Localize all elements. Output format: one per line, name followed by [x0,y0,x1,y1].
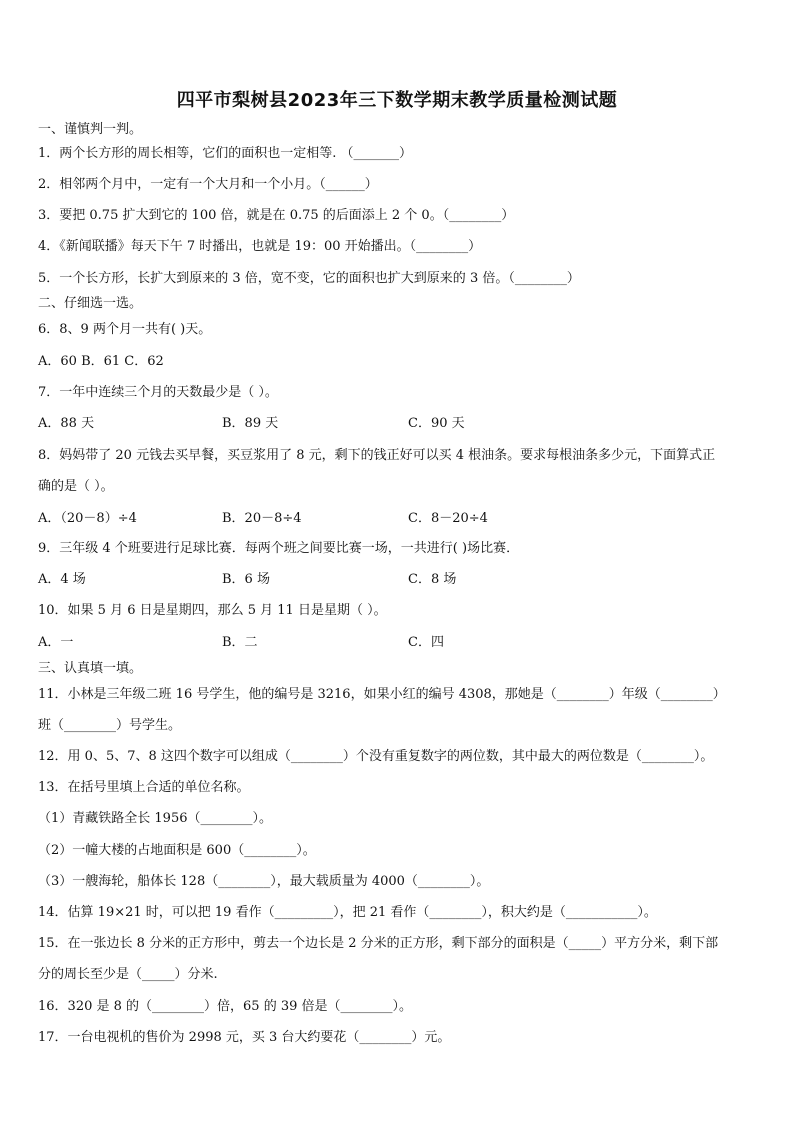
question-16: 16．320 是 8 的（________）倍，65 的 39 倍是（________）。 [38,999,413,1014]
question-10: 10．如果 5 月 6 日是星期四，那么 5 月 11 日是星期（ ）。 [38,603,387,618]
q8-option-b: B．20－8÷4 [222,511,302,526]
q9-option-a: A．4 场 [38,572,86,587]
question-6: 6．8、9 两个月一共有( )天。 [38,322,212,337]
question-13: 13．在括号里填上合适的单位名称。 [38,780,250,795]
question-13-3: （3）一艘海轮，船体长 128（________），最大载质量为 4000（________）。 [38,874,490,889]
question-13-1: （1）青藏铁路全长 1956（________）。 [38,811,272,826]
q10-option-c: C．四 [408,635,444,650]
question-3: 3．要把 0.75 扩大到它的 100 倍，就是在 0.75 的后面添上 2 个 0。（________） [38,208,515,223]
section-heading-1: 一、谨慎判一判。 [38,122,143,137]
question-13-2: （2）一幢大楼的占地面积是 600（________）。 [38,843,316,858]
question-1: 1．两个长方形的周长相等，它们的面积也一定相等. （_______） [38,146,413,161]
q9-option-b: B．6 场 [222,572,270,587]
question-11: 11．小林是三年级二班 16 号学生，他的编号是 3216，如果小红的编号 4308，那她是（________）年级（________） [38,687,726,702]
exam-title: 四平市梨树县2023年三下数学期末教学质量检测试题 [176,90,618,111]
section-heading-2: 二、仔细选一选。 [38,296,143,311]
question-8-cont: 确的是（ ）。 [38,479,114,494]
question-12: 12．用 0、5、7、8 这四个数字可以组成（________）个没有重复数字的两位数，其中最大的两位数是（________）。 [38,749,714,764]
question-11-cont: 班（________）号学生。 [38,718,182,733]
question-14: 14．估算 19×21 时，可以把 19 看作（_________），把 21 看作（________），积大约是（___________）。 [38,905,657,920]
question-7: 7．一年中连续三个月的天数最少是（ ）。 [38,385,278,400]
question-4: 4．《新闻联播》每天下午 7 时播出，也就是 19：00 开始播出。（________） [38,239,482,254]
q10-option-a: A．一 [38,635,74,650]
question-9: 9．三年级 4 个班要进行足球比赛．每两个班之间要比赛一场，一共进行( )场比赛． [38,541,520,556]
section-heading-3: 三、认真填一填。 [38,661,143,676]
question-17: 17．一台电视机的售价为 2998 元，买 3 台大约要花（________）元。 [38,1030,451,1045]
question-5: 5．一个长方形，长扩大到原来的 3 倍，宽不变，它的面积也扩大到原来的 3 倍。（________） [38,271,580,286]
q9-option-c: C．8 场 [408,572,457,587]
question-15-cont: 分的周长至少是（_____）分米. [38,967,218,982]
q7-option-a: A．88 天 [38,416,95,431]
q7-option-c: C．90 天 [408,416,465,431]
q10-option-b: B．二 [222,635,258,650]
q8-option-c: C．8－20÷4 [408,511,488,526]
question-15: 15．在一张边长 8 分米的正方形中，剪去一个边长是 2 分米的正方形，剩下部分的面积是（_____）平方分米，剩下部 [38,936,719,951]
q8-option-a: A．（20－8）÷4 [38,511,137,526]
question-6-options: A．60 B．61 C．62 [38,354,164,369]
question-8: 8．妈妈带了 20 元钱去买早餐，买豆浆用了 8 元，剩下的钱正好可以买 4 根油条。要求每根油条多少元，下面算式正 [38,448,716,463]
question-2: 2．相邻两个月中，一定有一个大月和一个小月。（______） [38,177,378,192]
q7-option-b: B．89 天 [222,416,279,431]
